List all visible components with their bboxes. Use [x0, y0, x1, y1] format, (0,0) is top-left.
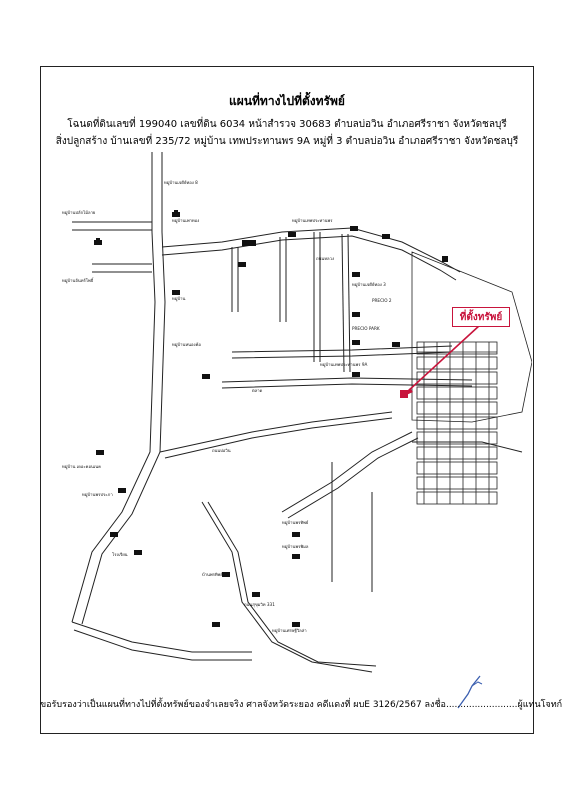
building-info: สิ่งปลูกสร้าง บ้านเลขที่ 235/72 หมู่บ้าน เทพประทานพร 9A หมู่ที่ 3 ตำบลบ่อวิน อำเภอศรีราชา จังหวัดชลบุรี	[55, 136, 519, 147]
map-label: หมู่บ้าน	[172, 296, 186, 301]
map-label: ถนนหลวง	[316, 256, 334, 261]
map-label: หมู่บ้านหนองค้อ	[172, 342, 201, 347]
map-label: หมู่บ้านเจดีย์ทอง 3	[352, 282, 386, 287]
map-label: หมู่บ้านเทพประทานพร	[292, 218, 333, 223]
property-location-label: ที่ตั้งทรัพย์	[452, 307, 510, 327]
map-label: PRECIO PARK	[352, 326, 380, 331]
map-label: หมู่บ้านพรทิพย์	[282, 520, 309, 525]
building-icons	[94, 210, 448, 627]
title-deed-info: โฉนดที่ดินเลขที่ 199040 เลขที่ดิน 6034 หน้าสำรวจ 30683 ตำบลบ่อวิน อำเภอศรีราชา จังหวัดชลบุรี	[67, 119, 507, 130]
housing-blocks	[412, 252, 532, 504]
map-label: หมู่บ้านเศรษฐีวิลล่า	[272, 628, 307, 633]
document-title: แผนที่ทางไปที่ตั้งทรัพย์	[229, 94, 345, 108]
map-label: ถนนสุขุมวิท 331	[244, 602, 275, 607]
map-label: ตลาด	[252, 388, 263, 393]
map-label: หมู่บ้านพรพิมล	[282, 544, 309, 549]
map-label: โรงเรียน	[112, 552, 128, 557]
map-label: PRECIO 2	[372, 298, 392, 303]
map-label: หมู่บ้านเพาทอง	[172, 218, 200, 223]
target-arrow	[407, 325, 480, 392]
map-label: หมู่บ้าน เดอะคอนเนค	[62, 464, 101, 469]
road-network	[72, 152, 522, 672]
map-label: บ้านพรทิพย์	[202, 572, 223, 577]
map-label: หมู่บ้านปลักไม้ลาย	[62, 210, 96, 215]
map-label: หมู่บ้านพรประภา	[82, 492, 113, 497]
certification-footer: ขอรับรองว่าเป็นแผนที่ทางไปที่ตั้งทรัพย์ของจำเลยจริง ศาลจังหวัดระยอง คดีแดงที่ ผบE 3126/2567 ลงชื่อ.........................ผู้แทนโจทก์	[40, 700, 563, 710]
map-label: ถนนบ่อวิน	[212, 448, 231, 453]
map-label: หมู่บ้านเจดีย์ทอง 8	[164, 180, 198, 185]
map-label: หมู่บ้านเทพประทานพร 9A	[320, 362, 368, 367]
location-map	[52, 152, 532, 680]
map-drawing	[52, 152, 532, 680]
map-label: หมู่บ้านจันทร์โพธิ์	[62, 278, 94, 283]
